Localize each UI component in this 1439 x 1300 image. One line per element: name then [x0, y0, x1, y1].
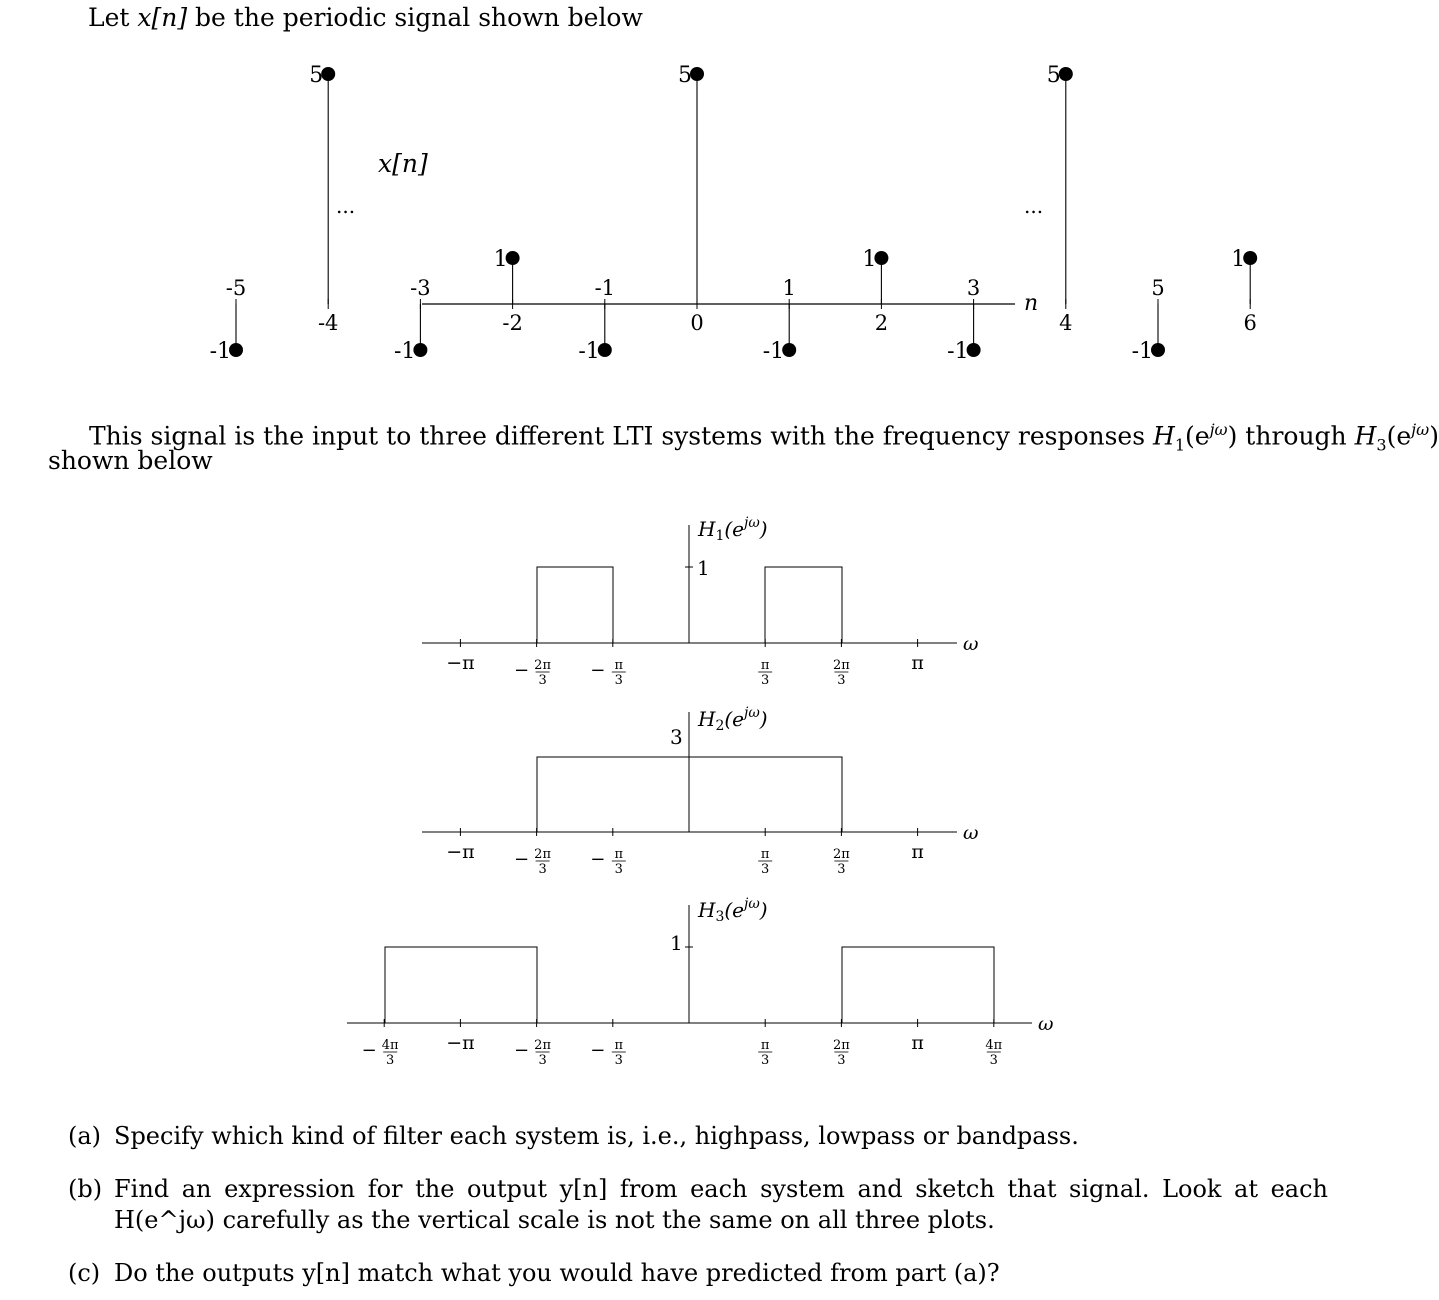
h3-sup: jω	[1411, 420, 1430, 439]
omega-tick-denominator: 3	[837, 673, 846, 688]
stem-dot	[506, 251, 520, 265]
omega-tick-numerator: π	[760, 847, 770, 862]
h2-title: $H_2(e^{j\omega})$	[698, 705, 768, 734]
stem-dot	[782, 343, 796, 357]
omega-tick-label: π	[911, 652, 924, 674]
h1-xticks	[446, 639, 924, 688]
h1-symbol: H	[1153, 421, 1175, 451]
omega-tick-numerator: π	[760, 658, 770, 673]
h1-paren: (e	[1185, 421, 1210, 451]
stem-dot	[967, 343, 981, 357]
n-tick-label: -3	[410, 276, 431, 300]
n-tick-label: 4	[1059, 311, 1073, 335]
omega-tick-denominator: 3	[614, 862, 623, 877]
question-c-label: (c)	[68, 1259, 101, 1287]
omega-tick-denominator: 3	[538, 1053, 547, 1068]
h3-ytick-label: 1	[670, 931, 683, 955]
stem-value-label: 5	[1046, 63, 1061, 88]
middle-text-line1	[89, 414, 1439, 460]
signal-xlabel: n	[1024, 291, 1039, 316]
omega-tick-denominator: 3	[614, 1053, 623, 1068]
omega-tick-denominator: 3	[614, 673, 623, 688]
n-tick-label: -2	[502, 311, 523, 335]
h1-subscript: 1	[1174, 435, 1186, 455]
omega-tick-numerator: 4π	[985, 1038, 1003, 1053]
omega-tick-minus: −	[514, 660, 530, 681]
omega-tick-denominator: 3	[837, 1053, 846, 1068]
n-tick-label: 1	[782, 276, 796, 300]
stem-value-label: -1	[947, 339, 969, 364]
n-tick-label: 2	[874, 311, 889, 335]
omega-tick-numerator: 2π	[832, 1038, 850, 1053]
omega-tick-label: π	[911, 1032, 924, 1054]
h1-plot	[422, 515, 979, 688]
omega-tick-denominator: 3	[761, 862, 770, 877]
omega-tick-numerator: 2π	[534, 1038, 552, 1053]
h3-xlabel: ω	[1038, 1013, 1054, 1035]
omega-tick-label: −π	[446, 652, 475, 674]
omega-tick-numerator: 2π	[534, 847, 552, 862]
through-word: through	[1237, 421, 1355, 451]
h2-xticks	[446, 828, 924, 877]
h2-plot	[422, 705, 979, 877]
stem-value-label: -1	[209, 339, 231, 364]
stem-dot	[598, 343, 612, 357]
omega-tick-minus: −	[590, 1040, 606, 1061]
intro-part2: be the periodic signal shown below	[187, 3, 643, 32]
stem-dot	[413, 343, 427, 357]
omega-tick-label: π	[911, 841, 924, 863]
n-tick-label: -4	[317, 311, 339, 335]
omega-tick-minus: −	[514, 849, 530, 870]
h3-xticks	[362, 1019, 1003, 1068]
question-c-text: Do the outputs y[n] match what you would have predicted from part (a)?	[114, 1259, 1000, 1287]
stem-dot	[874, 251, 888, 265]
stem-value-label: -1	[1131, 339, 1153, 364]
omega-tick-numerator: π	[614, 658, 624, 673]
question-b-label: (b)	[68, 1175, 103, 1203]
ellipsis-right: ...	[1024, 194, 1044, 218]
omega-tick-numerator: π	[760, 1038, 770, 1053]
n-tick-label: -1	[594, 276, 616, 300]
h3-plot	[347, 896, 1054, 1068]
n-tick-label: 3	[966, 276, 981, 300]
h1-sup: jω	[1209, 420, 1228, 439]
omega-tick-label: −π	[446, 841, 475, 863]
intro-part1: Let	[88, 3, 138, 32]
signal-ylabel: x[n]	[378, 149, 428, 178]
stem-dot	[321, 67, 335, 81]
omega-tick-denominator: 3	[989, 1053, 998, 1068]
omega-tick-minus: −	[590, 849, 606, 870]
h1-title: $H_1(e^{j\omega})$	[698, 515, 768, 544]
stem-value-label: 1	[862, 247, 877, 272]
h2-xlabel: ω	[963, 822, 979, 844]
omega-tick-numerator: 2π	[534, 658, 552, 673]
omega-tick-label: −π	[446, 1032, 475, 1054]
omega-tick-numerator: π	[614, 1038, 624, 1053]
omega-tick-numerator: 2π	[832, 658, 850, 673]
omega-tick-numerator: 4π	[381, 1038, 399, 1053]
omega-tick-minus: −	[590, 660, 606, 681]
stem-value-label: -1	[578, 339, 600, 364]
omega-tick-denominator: 3	[761, 673, 770, 688]
omega-tick-numerator: 2π	[832, 847, 850, 862]
h1-xlabel: ω	[963, 633, 979, 655]
question-a	[68, 1121, 1338, 1155]
n-tick-label: 0	[690, 311, 704, 335]
n-tick-label: -5	[225, 276, 247, 300]
omega-tick-numerator: π	[614, 847, 624, 862]
stem-value-label: -1	[762, 339, 785, 364]
h3-response-left	[385, 947, 537, 1023]
question-c	[68, 1258, 1338, 1292]
stem-dot	[690, 67, 704, 81]
h1-ytick-label: 1	[697, 556, 710, 580]
stem-value-label: 1	[493, 247, 508, 272]
omega-tick-denominator: 3	[386, 1053, 395, 1068]
stem-value-label: 1	[1231, 247, 1246, 272]
stem-value-label: 5	[309, 63, 324, 88]
h3-title: $H_3(e^{j\omega})$	[698, 896, 768, 925]
n-tick-label: 5	[1151, 276, 1165, 300]
omega-tick-minus: −	[514, 1040, 530, 1061]
h3-close: )	[1429, 421, 1439, 451]
n-tick-label: 6	[1243, 311, 1257, 335]
stem-dot	[1151, 343, 1165, 357]
stem-dot	[1243, 251, 1257, 265]
stem-dot	[1059, 67, 1073, 81]
omega-tick-minus: −	[361, 1040, 377, 1061]
h3-symbol: H	[1354, 421, 1377, 451]
question-a-label: (a)	[68, 1122, 102, 1150]
h3-response-right	[842, 947, 994, 1023]
h1-close: )	[1227, 421, 1238, 451]
question-a-text: Specify which kind of filter each system is, i.e., highpass, lowpass or bandpass.	[114, 1122, 1079, 1150]
question-b-text	[114, 1174, 1328, 1236]
h3-subscript: 3	[1376, 435, 1387, 455]
omega-tick-denominator: 3	[538, 673, 547, 688]
h3-paren: (e	[1386, 421, 1412, 451]
middle-text-main: This signal is the input to three different LTI systems with the frequency responses	[89, 421, 1154, 451]
stem-value-label: 5	[678, 63, 692, 88]
intro-var: x[n]	[137, 3, 188, 32]
h2-ytick-label: 3	[670, 725, 683, 749]
omega-tick-denominator: 3	[837, 862, 846, 877]
question-b	[68, 1174, 1338, 1240]
omega-tick-denominator: 3	[538, 862, 547, 877]
stem-value-label: -1	[393, 339, 416, 364]
middle-text-line2: shown below	[48, 446, 213, 475]
stem-dot	[229, 343, 243, 357]
question-b-text-content: Find an expression for the output y[n] from each system and sketch that signal. Look at each H(e^jω) carefully as the vertical scale is not the same on all three plots.	[114, 1175, 1328, 1234]
ellipsis-left: ...	[336, 194, 356, 218]
omega-tick-denominator: 3	[761, 1053, 770, 1068]
signal-stem-plot	[210, 63, 1258, 364]
